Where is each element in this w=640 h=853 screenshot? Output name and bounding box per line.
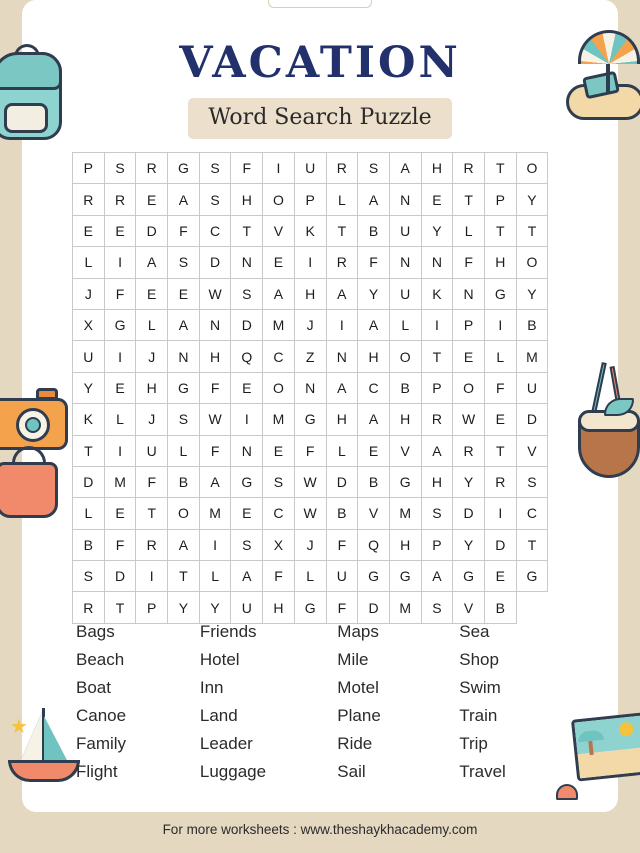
grid-cell[interactable]: I (104, 341, 136, 372)
grid-cell[interactable]: E (168, 278, 200, 309)
grid-row (73, 466, 548, 497)
grid-cell[interactable]: E (104, 498, 136, 529)
grid-cell[interactable]: L (484, 341, 516, 372)
grid-cell[interactable]: R (484, 466, 516, 497)
grid-cell[interactable]: S (358, 153, 390, 184)
grid-cell[interactable]: F (168, 215, 200, 246)
grid-cell[interactable]: O (516, 247, 548, 278)
grid-cell[interactable]: A (263, 278, 295, 309)
grid-cell[interactable]: D (199, 247, 231, 278)
grid-cell[interactable]: Y (516, 278, 548, 309)
page-subtitle-wrap (0, 98, 640, 139)
grid-row (73, 404, 548, 435)
word-list-item[interactable]: Travel (459, 762, 506, 781)
grid-cell[interactable]: I (231, 404, 263, 435)
word-list-column (337, 618, 459, 786)
grid-cell[interactable]: Q (358, 529, 390, 560)
grid-cell[interactable]: U (326, 561, 358, 592)
grid-cell[interactable]: H (263, 592, 295, 623)
grid-cell[interactable]: V (389, 435, 421, 466)
grid-cell[interactable]: F (294, 435, 326, 466)
grid-row (73, 153, 548, 184)
grid-cell[interactable]: V (263, 215, 295, 246)
grid-cell[interactable]: F (104, 529, 136, 560)
grid-cell[interactable]: D (231, 309, 263, 340)
grid-row (73, 184, 548, 215)
grid-cell[interactable]: S (421, 592, 453, 623)
word-list-column (200, 618, 337, 786)
grid-cell[interactable]: R (326, 153, 358, 184)
grid-cell[interactable]: S (421, 498, 453, 529)
grid-cell[interactable]: A (168, 309, 200, 340)
grid-row (73, 372, 548, 403)
grid-cell[interactable]: G (294, 592, 326, 623)
grid-cell[interactable]: P (484, 184, 516, 215)
page-top-tab (268, 0, 372, 8)
grid-cell[interactable]: X (263, 529, 295, 560)
word-list-column (459, 618, 556, 786)
grid-cell[interactable]: L (73, 247, 105, 278)
grid-cell[interactable]: P (421, 372, 453, 403)
grid-cell[interactable]: E (484, 561, 516, 592)
grid-cell[interactable]: N (326, 341, 358, 372)
grid-cell[interactable]: A (326, 278, 358, 309)
grid-cell[interactable]: A (231, 561, 263, 592)
grid-cell[interactable]: O (453, 372, 485, 403)
grid-cell[interactable]: D (453, 498, 485, 529)
grid-cell[interactable]: E (231, 372, 263, 403)
grid-cell[interactable]: F (453, 247, 485, 278)
grid-cell[interactable]: O (263, 372, 295, 403)
grid-cell[interactable]: N (199, 309, 231, 340)
grid-cell[interactable]: B (516, 309, 548, 340)
word-list-item[interactable]: Friends (199, 622, 257, 641)
grid-cell[interactable]: P (421, 529, 453, 560)
word-list-item[interactable]: Luggage (199, 762, 267, 781)
grid-cell[interactable]: M (516, 341, 548, 372)
grid-cell[interactable]: M (263, 309, 295, 340)
grid-cell[interactable]: T (231, 215, 263, 246)
word-list-item[interactable]: Sea (459, 622, 490, 641)
grid-cell[interactable]: U (231, 592, 263, 623)
grid-cell[interactable]: A (326, 372, 358, 403)
grid-cell[interactable]: Y (73, 372, 105, 403)
grid-cell[interactable]: S (516, 466, 548, 497)
grid-cell[interactable]: H (389, 529, 421, 560)
grid-cell[interactable]: S (168, 404, 200, 435)
grid-cell[interactable]: A (168, 184, 200, 215)
grid-cell[interactable]: N (389, 247, 421, 278)
grid-cell[interactable]: S (104, 153, 136, 184)
grid-cell[interactable]: F (136, 466, 168, 497)
grid-row (73, 247, 548, 278)
grid-cell[interactable]: L (389, 309, 421, 340)
word-list-item[interactable]: Beach (76, 650, 125, 669)
grid-cell[interactable]: Y (199, 592, 231, 623)
grid-cell[interactable]: I (484, 309, 516, 340)
grid-cell[interactable]: G (168, 153, 200, 184)
handbag-icon (0, 462, 58, 518)
word-list-item[interactable]: Swim (459, 678, 501, 697)
grid-cell[interactable]: R (421, 404, 453, 435)
word-list-item[interactable]: Shop (459, 650, 499, 669)
word-list-item[interactable]: Hotel (199, 650, 240, 669)
grid-cell[interactable]: U (516, 372, 548, 403)
grid-cell[interactable]: A (358, 404, 390, 435)
grid-cell[interactable]: I (104, 435, 136, 466)
grid-cell[interactable]: R (453, 153, 485, 184)
word-list-item[interactable]: Motel (337, 678, 379, 697)
grid-cell[interactable]: N (453, 278, 485, 309)
grid-cell[interactable]: F (358, 247, 390, 278)
grid-cell[interactable]: I (136, 561, 168, 592)
grid-cell[interactable]: E (136, 184, 168, 215)
word-search-grid[interactable] (72, 152, 548, 624)
grid-cell[interactable]: Y (453, 529, 485, 560)
word-list-item[interactable]: Plane (337, 706, 381, 725)
grid-cell[interactable]: L (326, 184, 358, 215)
grid-cell[interactable]: S (231, 529, 263, 560)
grid-cell[interactable]: I (326, 309, 358, 340)
grid-cell[interactable]: D (73, 466, 105, 497)
grid-cell[interactable]: F (199, 435, 231, 466)
grid-cell[interactable]: W (294, 466, 326, 497)
grid-cell[interactable]: F (231, 153, 263, 184)
grid-cell[interactable]: S (199, 184, 231, 215)
grid-cell[interactable]: W (199, 278, 231, 309)
grid-cell[interactable]: H (294, 278, 326, 309)
grid-row (73, 309, 548, 340)
grid-cell[interactable]: N (294, 372, 326, 403)
grid-cell[interactable]: L (326, 435, 358, 466)
word-list-item[interactable]: Maps (337, 622, 379, 641)
grid-cell[interactable]: R (326, 247, 358, 278)
grid-cell[interactable]: T (168, 561, 200, 592)
grid-cell[interactable]: G (294, 404, 326, 435)
grid-cell[interactable]: H (326, 404, 358, 435)
word-list-item[interactable]: Sail (337, 762, 366, 781)
star-icon: ★ (10, 716, 28, 738)
grid-cell[interactable]: Y (358, 278, 390, 309)
grid-cell[interactable]: M (104, 466, 136, 497)
grid-cell[interactable]: T (516, 215, 548, 246)
grid-cell[interactable]: L (168, 435, 200, 466)
grid-cell[interactable]: E (484, 404, 516, 435)
grid-cell[interactable]: E (263, 435, 295, 466)
grid-cell[interactable]: E (104, 372, 136, 403)
grid-cell[interactable]: E (231, 498, 263, 529)
grid-cell[interactable]: Y (516, 184, 548, 215)
grid-cell[interactable]: T (484, 153, 516, 184)
grid-cell[interactable]: P (136, 592, 168, 623)
grid-cell[interactable]: R (73, 184, 105, 215)
grid-cell[interactable]: E (421, 184, 453, 215)
word-list-item[interactable]: Bags (76, 622, 115, 641)
grid-cell[interactable]: C (516, 498, 548, 529)
grid-cell[interactable]: I (294, 247, 326, 278)
grid-cell[interactable]: P (294, 184, 326, 215)
grid-cell[interactable]: B (326, 498, 358, 529)
grid-cell[interactable]: S (231, 278, 263, 309)
footer-text: For more worksheets : www.theshaykhacademy.com (162, 822, 478, 837)
grid-cell[interactable]: A (136, 247, 168, 278)
grid-cell[interactable]: N (231, 435, 263, 466)
grid-cell[interactable]: R (136, 529, 168, 560)
grid-cell[interactable]: P (453, 309, 485, 340)
grid-cell[interactable]: C (358, 372, 390, 403)
grid-cell[interactable]: A (358, 309, 390, 340)
grid-cell[interactable]: H (199, 341, 231, 372)
grid-cell[interactable]: K (421, 278, 453, 309)
grid-cell[interactable]: O (389, 341, 421, 372)
grid-cell[interactable]: M (263, 404, 295, 435)
grid-cell[interactable]: G (104, 309, 136, 340)
grid-cell[interactable]: Q (231, 341, 263, 372)
grid-cell[interactable]: M (199, 498, 231, 529)
grid-row (73, 278, 548, 309)
word-list-item[interactable]: Canoe (76, 706, 127, 725)
grid-cell[interactable]: V (358, 498, 390, 529)
grid-cell[interactable]: A (199, 466, 231, 497)
grid-cell[interactable]: T (516, 529, 548, 560)
grid-cell[interactable]: D (326, 466, 358, 497)
grid-cell[interactable]: U (389, 278, 421, 309)
grid-cell[interactable]: W (453, 404, 485, 435)
grid-cell[interactable]: S (263, 466, 295, 497)
grid-cell[interactable]: D (516, 404, 548, 435)
grid-cell[interactable]: J (294, 309, 326, 340)
grid-cell[interactable]: L (294, 561, 326, 592)
grid-cell[interactable]: U (136, 435, 168, 466)
page-subtitle: Word Search Puzzle (188, 98, 451, 139)
word-list-item[interactable]: Mile (337, 650, 369, 669)
grid-cell[interactable]: T (453, 184, 485, 215)
grid-cell[interactable]: C (263, 498, 295, 529)
grid-cell[interactable]: G (453, 561, 485, 592)
word-list-column (76, 618, 200, 786)
grid-cell[interactable]: E (104, 215, 136, 246)
grid-row (73, 215, 548, 246)
grid-cell[interactable]: P (73, 153, 105, 184)
grid-cell[interactable]: D (358, 592, 390, 623)
word-list-item[interactable]: Train (459, 706, 498, 725)
word-list-item[interactable]: Boat (76, 678, 111, 697)
grid-cell[interactable]: G (231, 466, 263, 497)
grid-cell[interactable]: K (294, 215, 326, 246)
grid-cell[interactable]: T (104, 592, 136, 623)
grid-cell[interactable]: F (326, 592, 358, 623)
grid-cell[interactable]: H (484, 247, 516, 278)
grid-cell[interactable]: H (136, 372, 168, 403)
grid-cell[interactable]: A (389, 153, 421, 184)
grid-cell[interactable]: L (136, 309, 168, 340)
grid-cell[interactable]: B (389, 372, 421, 403)
grid-cell[interactable]: F (484, 372, 516, 403)
grid-cell[interactable]: J (73, 278, 105, 309)
grid-cell[interactable]: T (484, 435, 516, 466)
grid-cell[interactable]: A (421, 435, 453, 466)
grid-cell[interactable]: N (168, 341, 200, 372)
grid-cell[interactable]: B (73, 529, 105, 560)
grid-row (73, 561, 548, 592)
word-list-item[interactable]: Inn (199, 678, 224, 697)
grid-cell[interactable]: R (104, 184, 136, 215)
grid-cell[interactable]: L (104, 404, 136, 435)
grid-cell[interactable]: V (516, 435, 548, 466)
grid-cell[interactable]: F (326, 529, 358, 560)
grid-cell[interactable]: Y (168, 592, 200, 623)
grid-cell[interactable]: G (484, 278, 516, 309)
page-title: VACATION (179, 38, 461, 88)
grid-cell[interactable]: G (389, 561, 421, 592)
grid-cell[interactable]: F (199, 372, 231, 403)
grid-cell[interactable]: E (263, 247, 295, 278)
grid-cell[interactable]: J (136, 404, 168, 435)
grid-cell[interactable]: V (453, 592, 485, 623)
grid-cell[interactable]: A (168, 529, 200, 560)
word-list-item[interactable]: Leader (199, 734, 253, 753)
grid-cell[interactable]: D (136, 215, 168, 246)
grid-cell[interactable]: H (231, 184, 263, 215)
word-list (76, 618, 556, 786)
grid-cell[interactable]: N (421, 247, 453, 278)
sailboat-hull-icon (8, 760, 80, 782)
grid-cell[interactable]: S (168, 247, 200, 278)
grid-cell[interactable]: S (199, 153, 231, 184)
word-list-item[interactable]: Ride (337, 734, 373, 753)
grid-cell[interactable]: B (358, 466, 390, 497)
grid-cell[interactable]: M (389, 592, 421, 623)
word-list-item[interactable]: Trip (459, 734, 488, 753)
grid-cell[interactable]: L (453, 215, 485, 246)
grid-cell[interactable]: F (104, 278, 136, 309)
word-list-item[interactable]: Land (199, 706, 238, 725)
grid-cell[interactable]: R (136, 153, 168, 184)
grid-cell[interactable]: U (389, 215, 421, 246)
grid-cell[interactable]: T (484, 215, 516, 246)
grid-cell[interactable]: C (199, 215, 231, 246)
grid-cell[interactable]: G (358, 561, 390, 592)
grid-cell[interactable]: J (294, 529, 326, 560)
grid-cell[interactable]: T (326, 215, 358, 246)
grid-cell[interactable]: W (294, 498, 326, 529)
grid-cell[interactable]: N (231, 247, 263, 278)
grid-cell[interactable]: E (358, 435, 390, 466)
grid-cell[interactable]: Z (294, 341, 326, 372)
grid-cell[interactable]: E (136, 278, 168, 309)
grid-cell[interactable]: X (73, 309, 105, 340)
grid-cell[interactable]: I (484, 498, 516, 529)
grid-cell[interactable]: R (453, 435, 485, 466)
grid-cell[interactable]: E (453, 341, 485, 372)
grid-cell[interactable]: G (168, 372, 200, 403)
sailboat-sail-icon (44, 716, 68, 762)
grid-cell[interactable]: H (389, 404, 421, 435)
grid-cell[interactable]: I (421, 309, 453, 340)
grid-cell[interactable]: Y (421, 215, 453, 246)
grid-cell[interactable]: N (389, 184, 421, 215)
grid-cell[interactable]: U (294, 153, 326, 184)
grid-cell[interactable]: D (104, 561, 136, 592)
word-list-item[interactable]: Family (76, 734, 127, 753)
grid-cell[interactable]: B (358, 215, 390, 246)
grid-cell[interactable]: O (263, 184, 295, 215)
grid-cell[interactable]: L (73, 498, 105, 529)
grid-row (73, 341, 548, 372)
grid-cell[interactable]: A (421, 561, 453, 592)
grid-cell[interactable]: B (484, 592, 516, 623)
grid-cell[interactable]: H (358, 341, 390, 372)
grid-row (73, 435, 548, 466)
grid-cell[interactable]: F (263, 561, 295, 592)
grid-cell[interactable]: S (73, 561, 105, 592)
shell-icon (556, 784, 578, 800)
grid-cell[interactable]: K (73, 404, 105, 435)
grid-cell[interactable]: C (263, 341, 295, 372)
grid-cell[interactable]: A (358, 184, 390, 215)
grid-cell[interactable]: T (136, 498, 168, 529)
grid-cell[interactable]: H (421, 466, 453, 497)
grid-cell[interactable]: G (516, 561, 548, 592)
grid-cell[interactable]: O (516, 153, 548, 184)
grid-cell[interactable]: W (199, 404, 231, 435)
grid-cell[interactable]: Y (453, 466, 485, 497)
beach-photo-icon (571, 712, 640, 781)
word-list-item[interactable]: Flight (76, 762, 118, 781)
grid-cell[interactable]: U (73, 341, 105, 372)
grid-cell[interactable]: T (73, 435, 105, 466)
grid-cell[interactable]: I (104, 247, 136, 278)
grid-row (73, 529, 548, 560)
grid-cell[interactable]: G (389, 466, 421, 497)
grid-cell[interactable]: E (73, 215, 105, 246)
grid-cell[interactable]: T (421, 341, 453, 372)
grid-cell[interactable]: O (168, 498, 200, 529)
camera-lens-inner-icon (25, 417, 41, 433)
grid-cell[interactable]: J (136, 341, 168, 372)
grid-row (73, 498, 548, 529)
grid-cell[interactable]: I (263, 153, 295, 184)
grid-cell[interactable]: L (199, 561, 231, 592)
grid-cell[interactable]: D (484, 529, 516, 560)
grid-cell[interactable]: R (73, 592, 105, 623)
grid-cell[interactable]: B (168, 466, 200, 497)
grid-cell[interactable]: M (389, 498, 421, 529)
grid-cell[interactable]: H (421, 153, 453, 184)
grid-cell[interactable]: I (199, 529, 231, 560)
